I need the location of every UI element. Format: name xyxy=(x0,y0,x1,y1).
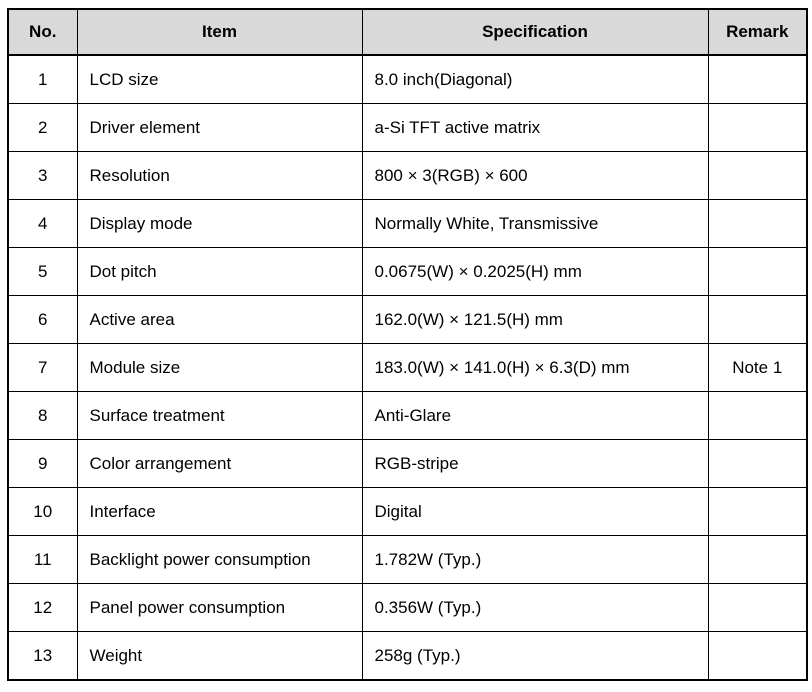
cell-specification: 183.0(W) × 141.0(H) × 6.3(D) mm xyxy=(362,344,708,392)
cell-remark xyxy=(708,248,807,296)
table-row xyxy=(8,55,807,104)
cell-remark xyxy=(708,536,807,584)
cell-no: 6 xyxy=(8,296,77,344)
cell-item: Active area xyxy=(77,296,362,344)
cell-no: 9 xyxy=(8,440,77,488)
cell-item: Color arrangement xyxy=(77,440,362,488)
table-row xyxy=(8,632,807,681)
cell-remark xyxy=(708,488,807,536)
table-row xyxy=(8,200,807,248)
table-row xyxy=(8,488,807,536)
cell-specification: 162.0(W) × 121.5(H) mm xyxy=(362,296,708,344)
cell-no: 5 xyxy=(8,248,77,296)
cell-specification: 1.782W (Typ.) xyxy=(362,536,708,584)
cell-remark xyxy=(708,55,807,104)
table-row xyxy=(8,104,807,152)
cell-no: 4 xyxy=(8,200,77,248)
cell-specification: 8.0 inch(Diagonal) xyxy=(362,55,708,104)
cell-no: 3 xyxy=(8,152,77,200)
cell-specification: Digital xyxy=(362,488,708,536)
cell-item: LCD size xyxy=(77,55,362,104)
cell-specification: 800 × 3(RGB) × 600 xyxy=(362,152,708,200)
cell-remark xyxy=(708,200,807,248)
table-row xyxy=(8,296,807,344)
cell-no: 10 xyxy=(8,488,77,536)
cell-item: Panel power consumption xyxy=(77,584,362,632)
cell-remark xyxy=(708,104,807,152)
cell-remark xyxy=(708,440,807,488)
table-body xyxy=(8,55,807,680)
cell-no: 1 xyxy=(8,55,77,104)
table-header xyxy=(8,9,807,55)
cell-item: Weight xyxy=(77,632,362,681)
table-row xyxy=(8,392,807,440)
cell-specification: 258g (Typ.) xyxy=(362,632,708,681)
cell-item: Dot pitch xyxy=(77,248,362,296)
cell-item: Resolution xyxy=(77,152,362,200)
table-row xyxy=(8,584,807,632)
cell-no: 13 xyxy=(8,632,77,681)
cell-specification: Normally White, Transmissive xyxy=(362,200,708,248)
cell-no: 8 xyxy=(8,392,77,440)
cell-specification: 0.0675(W) × 0.2025(H) mm xyxy=(362,248,708,296)
cell-item: Backlight power consumption xyxy=(77,536,362,584)
table-row xyxy=(8,536,807,584)
cell-item: Interface xyxy=(77,488,362,536)
table-row xyxy=(8,440,807,488)
header-no: No. xyxy=(8,9,77,55)
cell-item: Display mode xyxy=(77,200,362,248)
header-row xyxy=(8,9,807,55)
specification-table xyxy=(7,8,808,681)
header-remark: Remark xyxy=(708,9,807,55)
cell-remark xyxy=(708,584,807,632)
table-row xyxy=(8,152,807,200)
table-row xyxy=(8,344,807,392)
header-specification: Specification xyxy=(362,9,708,55)
header-item: Item xyxy=(77,9,362,55)
cell-remark xyxy=(708,152,807,200)
cell-remark xyxy=(708,296,807,344)
cell-item: Driver element xyxy=(77,104,362,152)
cell-specification: a-Si TFT active matrix xyxy=(362,104,708,152)
cell-remark xyxy=(708,392,807,440)
cell-specification: Anti-Glare xyxy=(362,392,708,440)
cell-no: 2 xyxy=(8,104,77,152)
cell-no: 7 xyxy=(8,344,77,392)
table-row xyxy=(8,248,807,296)
cell-remark xyxy=(708,632,807,681)
cell-remark: Note 1 xyxy=(708,344,807,392)
cell-no: 12 xyxy=(8,584,77,632)
cell-item: Module size xyxy=(77,344,362,392)
cell-specification: RGB-stripe xyxy=(362,440,708,488)
cell-item: Surface treatment xyxy=(77,392,362,440)
cell-specification: 0.356W (Typ.) xyxy=(362,584,708,632)
cell-no: 11 xyxy=(8,536,77,584)
